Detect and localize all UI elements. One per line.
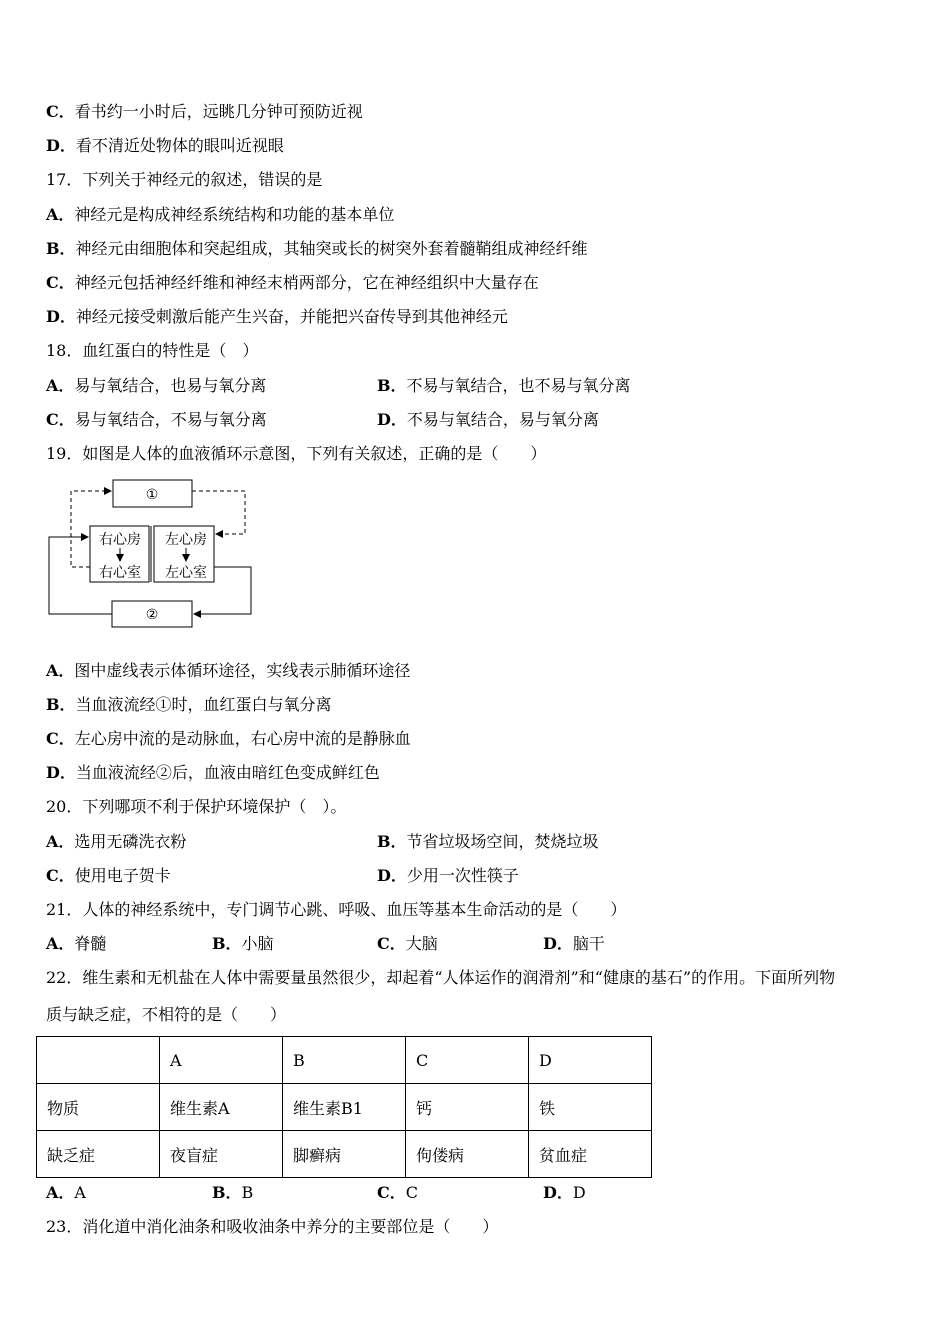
left-ventricle: 左心室	[165, 565, 207, 581]
table-cell: 维生素A	[160, 1084, 283, 1131]
q17-option-c: C．神经元包括神经纤维和神经末梢两部分，它在神经组织中大量存在	[46, 273, 539, 292]
q18-option-a: A．易与氧结合，也易与氧分离	[46, 376, 267, 395]
table-cell: C	[406, 1037, 529, 1084]
q21-option-b: B．小脑	[212, 934, 274, 953]
q20-option-a: A．选用无磷洗衣粉	[46, 832, 187, 851]
q19-option-c: C．左心房中流的是动脉血，右心房中流的是静脉血	[46, 729, 411, 748]
q22-option-d: D．D	[543, 1183, 586, 1202]
table-cell: 夜盲症	[160, 1131, 283, 1178]
q17-option-b: B．神经元由细胞体和突起组成，其轴突或长的树突外套着髓鞘组成神经纤维	[46, 239, 588, 258]
table-cell: 缺乏症	[37, 1131, 160, 1178]
q23-stem: 23．消化道中消化油条和吸收油条中养分的主要部位是（ ）	[46, 1217, 499, 1236]
q19-option-d: D．当血液流经②后，血液由暗红色变成鲜红色	[46, 763, 380, 782]
q19-option-b: B．当血液流经①时，血红蛋白与氧分离	[46, 695, 332, 714]
q17-stem: 17．下列关于神经元的叙述，错误的是	[46, 170, 323, 189]
box-2-label: ②	[145, 607, 159, 623]
q21-option-d: D．脑干	[543, 934, 605, 953]
q17-option-d: D．神经元接受刺激后能产生兴奋，并能把兴奋传导到其他神经元	[46, 307, 508, 326]
q19-stem: 19．如图是人体的血液循环示意图，下列有关叙述，正确的是（ ）	[46, 444, 547, 463]
box-1-label: ①	[145, 487, 159, 503]
q16-option-c: C．看书约一小时后，远眺几分钟可预防近视	[46, 102, 363, 121]
table-header-row	[37, 1037, 652, 1084]
table-row	[37, 1131, 652, 1178]
right-ventricle: 右心室	[99, 565, 141, 581]
table-cell: 佝偻病	[406, 1131, 529, 1178]
q21-option-a: A．脊髓	[46, 934, 107, 953]
table-cell: D	[529, 1037, 652, 1084]
q18-option-b: B．不易与氧结合，也不易与氧分离	[377, 376, 631, 395]
table-cell: 贫血症	[529, 1131, 652, 1178]
q18-option-d: D．不易与氧结合，易与氧分离	[377, 410, 599, 429]
right-atrium: 右心房	[99, 532, 141, 548]
q20-option-c: C．使用电子贺卡	[46, 866, 171, 885]
table-cell: 脚癣病	[283, 1131, 406, 1178]
q21-stem: 21．人体的神经系统中，专门调节心跳、呼吸、血压等基本生命活动的是（ ）	[46, 900, 627, 919]
q20-stem: 20．下列哪项不利于保护环境保护（ ）。	[46, 797, 347, 816]
q22-option-b: B．B	[212, 1183, 254, 1202]
table-cell: 维生素B1	[283, 1084, 406, 1131]
left-atrium: 左心房	[165, 532, 207, 548]
q21-option-c: C．大脑	[377, 934, 438, 953]
table-cell: 铁	[529, 1084, 652, 1131]
q22-table	[36, 1036, 652, 1178]
q22-option-c: C．C	[377, 1183, 418, 1202]
q20-option-b: B．节省垃圾场空间，焚烧垃圾	[377, 832, 599, 851]
table-cell: B	[283, 1037, 406, 1084]
q19-option-a: A．图中虚线表示体循环途径，实线表示肺循环途径	[46, 661, 411, 680]
q22-stem-line2: 质与缺乏症，不相符的是（ ）	[46, 1005, 287, 1024]
q22-stem-line1: 22．维生素和无机盐在人体中需要量虽然很少，却起着“人体运作的润滑剂”和“健康的基石”的作用。下面所列物	[46, 968, 836, 987]
q18-stem: 18．血红蛋白的特性是（ ）	[46, 341, 259, 360]
table-cell: 物质	[37, 1084, 160, 1131]
q20-option-d: D．少用一次性筷子	[377, 866, 519, 885]
table-row	[37, 1084, 652, 1131]
circulation-diagram	[40, 476, 270, 636]
q17-option-a: A．神经元是构成神经系统结构和功能的基本单位	[46, 205, 395, 224]
q18-option-c: C．易与氧结合，不易与氧分离	[46, 410, 267, 429]
table-cell: A	[160, 1037, 283, 1084]
q16-option-d: D．看不清近处物体的眼叫近视眼	[46, 136, 284, 155]
table-cell: 钙	[406, 1084, 529, 1131]
table-cell	[37, 1037, 160, 1084]
q22-option-a: A．A	[46, 1183, 86, 1202]
